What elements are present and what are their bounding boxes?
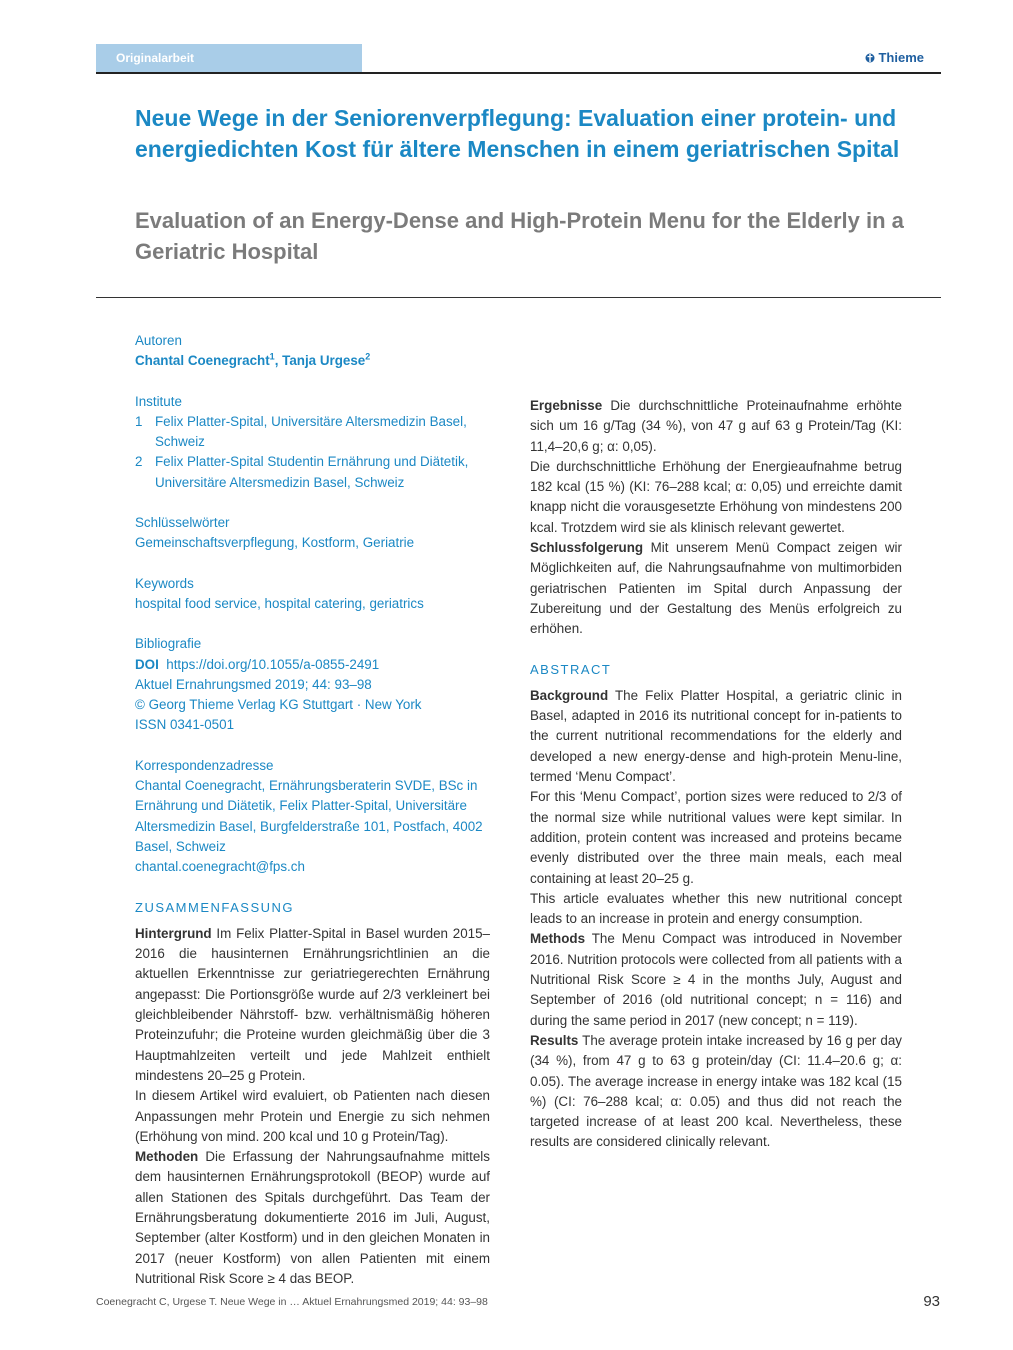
publisher-name: Thieme bbox=[878, 50, 924, 65]
background2-para: For this ‘Menu Compact’, portion sizes were reduced to 2/3 of the normal size while nutritional values were kept similar. In addition, protein content was increased and proteins became evenly distributed over the three main meals, each meal containing at least 20–25 g. bbox=[530, 789, 902, 886]
methods-label: Methods bbox=[530, 931, 586, 947]
hintergrund-text: Im Felix Platter-Spital in Basel wurden 2015–2016 die hausinternen Ernährungsrichtlinien an die aktuellen Erkenntnisse zur geriatriegerechten Ernährung angepasst: Die Portionsgröße wurde auf 2/3 verkleinert bei gleichbleibender Nährstoff- bzw. verhältnismäßig höheren Proteinzufuhr; die Proteine wurden gleichmäßig über die 3 Hauptmahlzeiten verteilt und jede Mahlzeit enthielt mindestens 20–25 g Protein. bbox=[135, 925, 490, 1083]
schluesselwoerter-label: Schlüsselwörter bbox=[135, 515, 230, 531]
journal-citation: Aktuel Ernahrungsmed 2019; 44: 93–98 bbox=[135, 676, 372, 692]
schluesselwoerter-text: Gemeinschaftsverpflegung, Kostform, Geriatrie bbox=[135, 535, 415, 551]
institute-2-text: Felix Platter-Spital Studentin Ernährung und Diätetik, Universitäre Altersmedizin Basel, Schweiz bbox=[155, 454, 469, 490]
publisher-logo bbox=[865, 50, 924, 65]
ergebnisse-para bbox=[530, 396, 902, 457]
methoden-label: Methoden bbox=[135, 1149, 199, 1165]
author-1-affil: 1 bbox=[269, 351, 275, 362]
page-number: 93 bbox=[923, 1293, 940, 1310]
methods-para bbox=[530, 929, 902, 1030]
keywords-label: Keywords bbox=[135, 575, 194, 591]
bibliografie-block bbox=[135, 634, 490, 735]
author-1: Chantal Coenegracht bbox=[135, 353, 270, 369]
authors-names bbox=[135, 351, 490, 371]
email-link[interactable]: chantal.coenegracht@fps.ch bbox=[135, 859, 305, 875]
institute-1-text: Felix Platter-Spital, Universitäre Altersmedizin Basel, Schweiz bbox=[155, 413, 467, 450]
title-german: Neue Wege in der Seniorenverpflegung: Evaluation einer protein- und energiedichten Kost für ältere Menschen in einem geriatrischen Spital bbox=[135, 105, 900, 162]
author-2: Tanja Urgese bbox=[282, 353, 366, 369]
background3-para: This article evaluates whether this new nutritional concept leads to an increase in protein and energy consumption. bbox=[530, 890, 902, 927]
left-column bbox=[135, 331, 490, 1289]
doi-link[interactable]: https://doi.org/10.1055/a-0855-2491 bbox=[166, 656, 380, 672]
korrespondenz-text: Chantal Coenegracht, Ernährungsberaterin SVDE, BSc in Ernährung und Diätetik, Felix Platter-Spital, Universitäre Altersmedizin Basel, Burgfelderstraße 101, Postfach, 4002 Basel, Schweiz bbox=[135, 778, 483, 854]
schluss-label: Schlussfolgerung bbox=[530, 540, 644, 556]
right-column bbox=[530, 396, 902, 1153]
results-para bbox=[530, 1031, 902, 1153]
schluesselwoerter-block bbox=[135, 513, 490, 554]
hintergrund-para bbox=[135, 924, 490, 1086]
institute-1-num: 1 bbox=[135, 413, 143, 429]
keywords-block bbox=[135, 574, 490, 615]
institute-2 bbox=[135, 452, 490, 493]
ergebnisse-label: Ergebnisse bbox=[530, 398, 603, 413]
background-label: Background bbox=[530, 687, 609, 703]
title-separator bbox=[96, 297, 941, 298]
methoden-text: Die Erfassung der Nahrungsaufnahme mittels dem hausinternen Ernährungsprotokoll (BEOP) wurde auf allen Stationen des Spitals durchgeführt. Das Team der Ernährungsberatung dokumentierte 2016 im Juli, August, September (alter Kostform) und in den gleichen Monaten in 2017 (neuer Kostform) von allen Patienten mit einem Nutritional Risk Score ≥ 4 das BEOP. bbox=[135, 1149, 490, 1286]
background-para bbox=[530, 686, 902, 787]
schluss-para bbox=[530, 538, 902, 639]
footer-citation: Coenegracht C, Urgese T. Neue Wege in … Aktuel Ernahrungsmed 2019; 44: 93–98 bbox=[96, 1296, 488, 1308]
institute-2-num: 2 bbox=[135, 454, 143, 470]
header-rule bbox=[96, 72, 941, 74]
methoden-para bbox=[135, 1147, 490, 1289]
methods-text: The Menu Compact was introduced in November 2016. Nutrition protocols were collected from all patients with a Nutritional Risk Score ≥ 4 in the months July, August and September of 2016 (old nutritional concept; n = 116) and during the same period in 2017 (new concept; n = 119). bbox=[530, 931, 902, 1028]
section-label: Originalarbeit bbox=[96, 44, 362, 72]
thieme-icon bbox=[865, 52, 875, 64]
doi-line bbox=[135, 655, 490, 675]
background-text: The Felix Platter Hospital, a geriatric clinic in Basel, adapted in 2016 its nutritional concept for in-patients to the current nutritional recommendations for the elderly and developed a new energy-dense and high-protein Menu-line, termed ‘Menu Compact’. bbox=[530, 687, 902, 785]
korrespondenz-block bbox=[135, 756, 490, 878]
korrespondenz-label: Korrespondenzadresse bbox=[135, 757, 274, 773]
abstract-title: ABSTRACT bbox=[530, 661, 612, 677]
ergebnisse-text: Die durchschnittliche Proteinaufnahme erhöhte sich um 16 g/Tag (34 %), von 47 g auf 63 g Protein/Tag (KI: 11,4–20,6 g; α: 0,05). bbox=[530, 398, 902, 454]
institutes-block bbox=[135, 392, 490, 493]
author-2-affil: 2 bbox=[365, 351, 371, 362]
doi-label: DOI bbox=[135, 656, 159, 672]
copyright-line: © Georg Thieme Verlag KG Stuttgart · New York bbox=[135, 697, 422, 713]
authors-block bbox=[135, 331, 490, 372]
schluss-text: Mit unserem Menü Compact zeigen wir Möglichkeiten auf, die Nahrungsaufnahme von multimorbiden geriatrischen Patienten im Spital durch Anpassung der Zubereitung und der Gestaltung des Menüs erfolgreich zu erhöhen. bbox=[530, 540, 902, 637]
hintergrund2-para: In diesem Artikel wird evaluiert, ob Patienten nach diesen Anpassungen mehr Protein und Energie zu sich nehmen (Erhöhung von mind. 200 kcal und 10 g Protein/Tag). bbox=[135, 1088, 490, 1144]
issn-line: ISSN 0341-0501 bbox=[135, 717, 235, 733]
authors-label: Autoren bbox=[135, 333, 182, 348]
ergebnisse2-para: Die durchschnittliche Erhöhung der Energieaufnahme betrug 182 kcal (15 %) (KI: 76–288 kcal; α: 0,05) und erreichte damit knapp nicht die vorausgesetzte Erhöhung von mindestens 200 kcal. Trotzdem wird sie als klinisch relevant gewertet. bbox=[530, 458, 902, 535]
title-english: Evaluation of an Energy-Dense and High-Protein Menu for the Elderly in a Geriatric Hospital bbox=[135, 208, 904, 264]
keywords-text: hospital food service, hospital catering, geriatrics bbox=[135, 595, 424, 611]
institutes-label: Institute bbox=[135, 393, 182, 409]
bibliografie-label: Bibliografie bbox=[135, 636, 202, 652]
author-separator: , bbox=[274, 353, 283, 369]
results-text: The average protein intake increased by 16 g per day (34 %), from 47 g to 63 g protein/day (CI: 11.4–20.6 g; α: 0.05). The average increase in energy intake was 182 kcal (15 %) (CI: 76–288 kcal; α: 0.05) and thus did not reach the targeted increase of at least 200 kcal. Nevertheless, these results are considered clinically relevant. bbox=[530, 1032, 902, 1150]
institute-1 bbox=[135, 412, 490, 453]
hintergrund-label: Hintergrund bbox=[135, 925, 212, 941]
results-label: Results bbox=[530, 1032, 579, 1048]
zusammenfassung-title: ZUSAMMENFASSUNG bbox=[135, 899, 295, 915]
